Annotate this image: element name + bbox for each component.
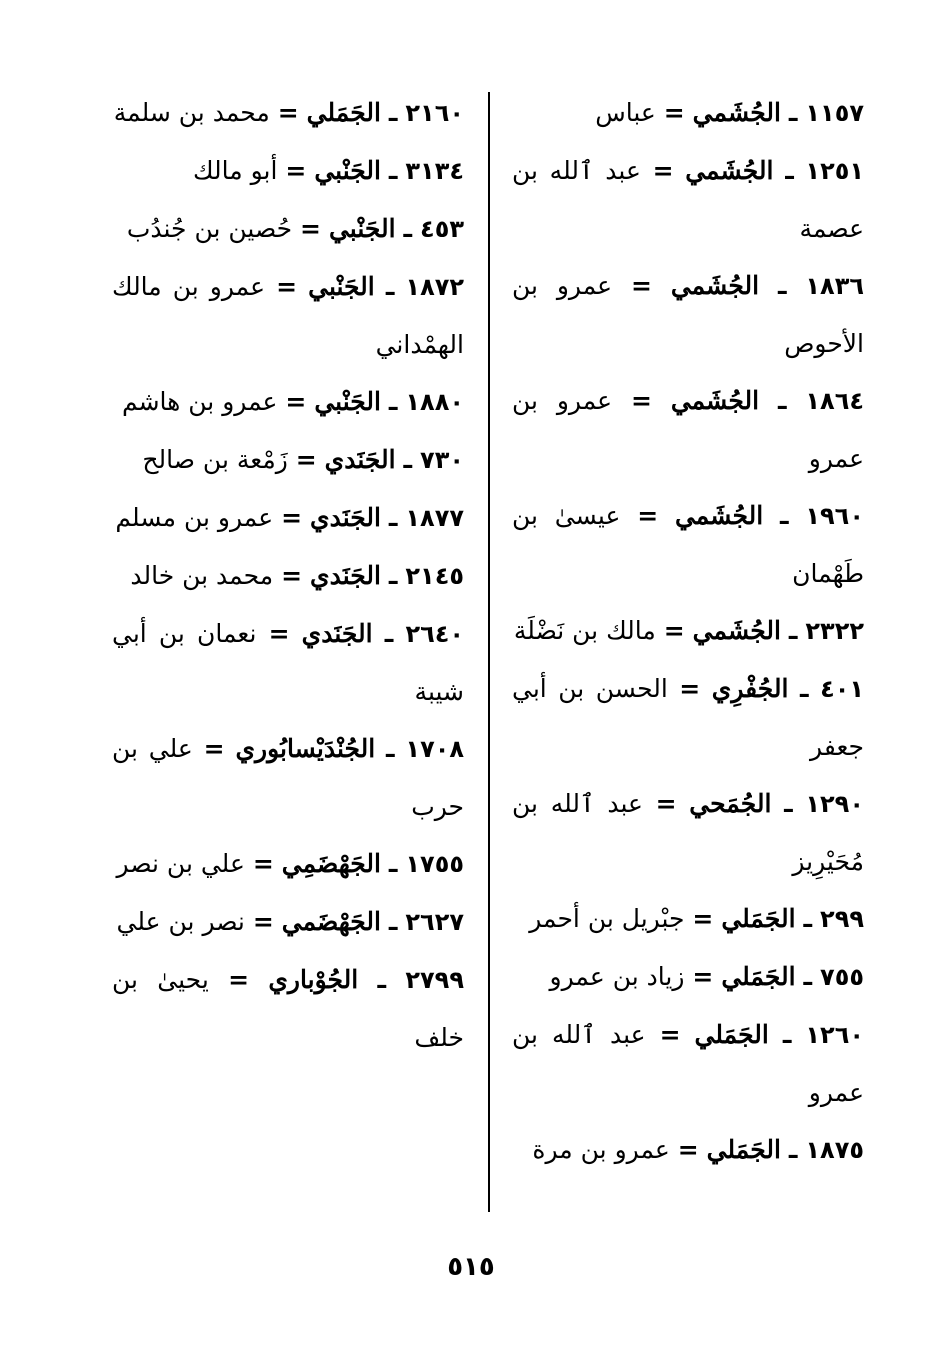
entry-nisba: الجَمَلي [721,904,796,933]
index-entry [112,547,464,605]
index-entry [512,257,864,372]
entry-dash: ـ [385,272,395,301]
index-entry [112,893,464,951]
entry-nisba: الجُشَمي [692,98,781,127]
entry-dash: ـ [782,1020,792,1049]
entry-number: ١٢٥١ [805,157,865,185]
entry-number: ٢٩٩ [820,905,864,933]
index-entry [512,775,864,890]
column-divider [488,92,490,1212]
entry-equals: = [281,561,303,590]
entry-number: ٢٦٤٠ [405,620,465,648]
entry-number: ١٧٠٨ [405,735,465,763]
entry-equals: = [679,674,701,703]
entry-dash: ـ [788,1135,798,1164]
entry-dash: ـ [388,387,398,416]
index-entry [112,605,464,720]
entry-nisba: الجَمَلي [694,1020,769,1049]
entry-dash: ـ [777,271,787,300]
entry-dash: ـ [386,734,395,763]
entry-number: ١١٥٧ [805,99,864,127]
entry-dash: ـ [788,98,798,127]
entry-nisba: الجُوْباري [268,965,359,994]
entry-name: محمد بن سلمة [113,98,270,127]
entry-name: حُصين بن جُندُب [126,214,293,243]
entry-dash: ـ [777,386,787,415]
entry-number: ٤٥٣ [420,215,464,243]
entry-name: مالك بن نَضْلَة [513,616,656,645]
entry-number: ٢٧٩٩ [405,966,464,994]
entry-nisba: الجَهْضَمِي [281,849,381,878]
entry-name: عبد ٱلله بن مُحَيْرِيز [512,789,864,876]
entry-name: عبد ٱلله بن عمرو [512,1020,864,1107]
right-column [512,84,864,1179]
entry-equals: = [252,907,274,936]
index-entry [512,1006,864,1121]
index-entry [512,660,864,775]
index-entry [512,372,864,487]
index-entry [112,431,464,489]
entry-name: زياد بن عمرو [549,962,685,991]
entry-equals: = [663,616,685,645]
entry-name: عمرو بن عمرو [512,386,864,473]
entry-nisba: الجَنَدي [324,445,396,474]
entry-number: ٢٦٢٧ [405,908,464,936]
entry-dash: ـ [784,789,793,818]
entry-number: ١٩٦٠ [805,502,864,530]
entry-nisba: الجُمَحي [689,789,772,818]
entry-dash: ـ [800,674,809,703]
entry-equals: = [252,849,274,878]
entry-nisba: الجَنْبي [314,387,381,416]
entry-equals: = [281,503,303,532]
entry-dash: ـ [388,907,398,936]
entry-name: علي بن حرب [112,734,464,821]
entry-number: ١٨٧٢ [405,273,465,301]
entry-number: ١٨٨٠ [405,388,464,416]
entry-number: ٣١٣٤ [405,157,464,185]
entry-name: عباس [595,98,656,127]
index-entry [112,142,464,200]
entry-dash: ـ [403,214,413,243]
entry-nisba: الجَنْبي [328,214,396,243]
entry-number: ٧٥٥ [820,963,864,991]
entry-nisba: الجُنْدَيْسابُوري [235,734,376,763]
entry-dash: ـ [788,616,798,645]
entry-equals: = [203,734,225,763]
entry-equals: = [228,965,250,994]
entry-equals: = [637,501,659,530]
entry-dash: ـ [388,503,398,532]
index-entry [112,489,464,547]
entry-dash: ـ [403,445,413,474]
entry-nisba: الجَنَدي [310,561,381,590]
entry-equals: = [692,962,714,991]
entry-nisba: الجَنْبي [308,272,375,301]
entry-nisba: الجَهْضَمي [281,907,381,936]
entry-number: ١٧٥٥ [405,850,464,878]
entry-nisba: الجَمَلي [706,1135,781,1164]
entry-equals: = [285,387,307,416]
entry-dash: ـ [785,156,794,185]
entry-nisba: الجَمَلي [306,98,381,127]
entry-equals: = [652,156,674,185]
entry-name: زَمْعة بن صالح [142,445,288,474]
entry-number: ٤٠١ [820,675,865,703]
entry-dash: ـ [388,156,398,185]
entry-dash: ـ [388,561,398,590]
entry-number: ٢٣٢٢ [805,617,864,645]
index-entry [512,1121,864,1179]
entry-equals: = [630,386,652,415]
entry-equals: = [692,904,714,933]
entry-name: عمرو بن مسلم [115,503,274,532]
entry-equals: = [285,156,307,185]
index-entry [112,200,464,258]
entry-dash: ـ [388,849,398,878]
entry-dash: ـ [803,904,813,933]
entry-nisba: الجُشَمي [670,386,760,415]
entry-equals: = [677,1135,699,1164]
index-entry [112,720,464,835]
index-entry [112,373,464,431]
entry-dash: ـ [780,501,789,530]
entry-equals: = [663,98,685,127]
entry-name: أبو مالك [192,156,278,185]
index-entry [512,84,864,142]
page-number: ٥١٥ [447,1252,495,1282]
entry-nisba: الجَنَدي [301,619,373,648]
entry-number: ١٢٦٠ [805,1021,864,1049]
index-entry [112,84,464,142]
entry-dash: ـ [388,98,398,127]
entry-name: جبْريل بن أحمر [529,904,685,933]
entry-number: ١٨٧٧ [405,504,464,532]
entry-nisba: الجُشَمي [674,501,764,530]
entry-name: الحسن بن أبي جعفر [512,674,864,761]
left-column [112,84,464,1066]
entry-equals: = [276,272,298,301]
index-entry [112,951,464,1066]
entry-number: ٢١٤٥ [405,562,464,590]
entry-name: عمرو بن هاشم [121,387,278,416]
index-entry [112,258,464,373]
entry-nisba: الجَنَدي [310,503,381,532]
entry-equals: = [300,214,321,243]
entry-number: ٢١٦٠ [405,99,464,127]
entry-name: نصر بن علي [116,907,245,936]
entry-name: علي بن نصر [116,849,245,878]
entry-dash: ـ [377,965,387,994]
entry-nisba: الجُشَمي [670,271,760,300]
entry-equals: = [277,98,299,127]
entry-name: عمرو بن مالك الهمْداني [112,272,464,359]
entry-equals: = [659,1020,681,1049]
entry-name: نعمان بن أبي شيبة [112,619,464,706]
index-entry [112,835,464,893]
entry-equals: = [295,445,317,474]
entry-number: ١٨٧٥ [805,1136,864,1164]
entry-name: محمد بن خالد [130,561,274,590]
entry-number: ٧٣٠ [420,446,464,474]
entry-equals: = [268,619,290,648]
entry-nisba: الجَنْبي [314,156,381,185]
entry-nisba: الجُفْرِي [711,674,789,703]
entry-number: ١٢٩٠ [805,790,864,818]
entry-name: عبد ٱلله بن عصمة [512,156,864,243]
entry-nisba: الجُشَمي [692,616,781,645]
entry-equals: = [630,271,652,300]
entry-number: ١٨٣٦ [805,272,864,300]
entry-equals: = [655,789,677,818]
entry-dash: ـ [384,619,394,648]
entry-name: عمرو بن الأحوص [512,271,864,358]
entry-number: ١٨٦٤ [805,387,864,415]
entry-nisba: الجُشَمي [685,156,774,185]
index-entry [512,602,864,660]
index-entry [512,142,864,257]
index-entry [512,487,864,602]
entry-name: عيسىٰ بن طَهْمان [512,501,864,588]
entry-name: عمرو بن مرة [532,1135,670,1164]
entry-dash: ـ [803,962,813,991]
entry-nisba: الجَمَلي [721,962,796,991]
index-entry [512,948,864,1006]
index-entry [512,890,864,948]
entry-name: يحيىٰ بن خلف [112,965,464,1052]
